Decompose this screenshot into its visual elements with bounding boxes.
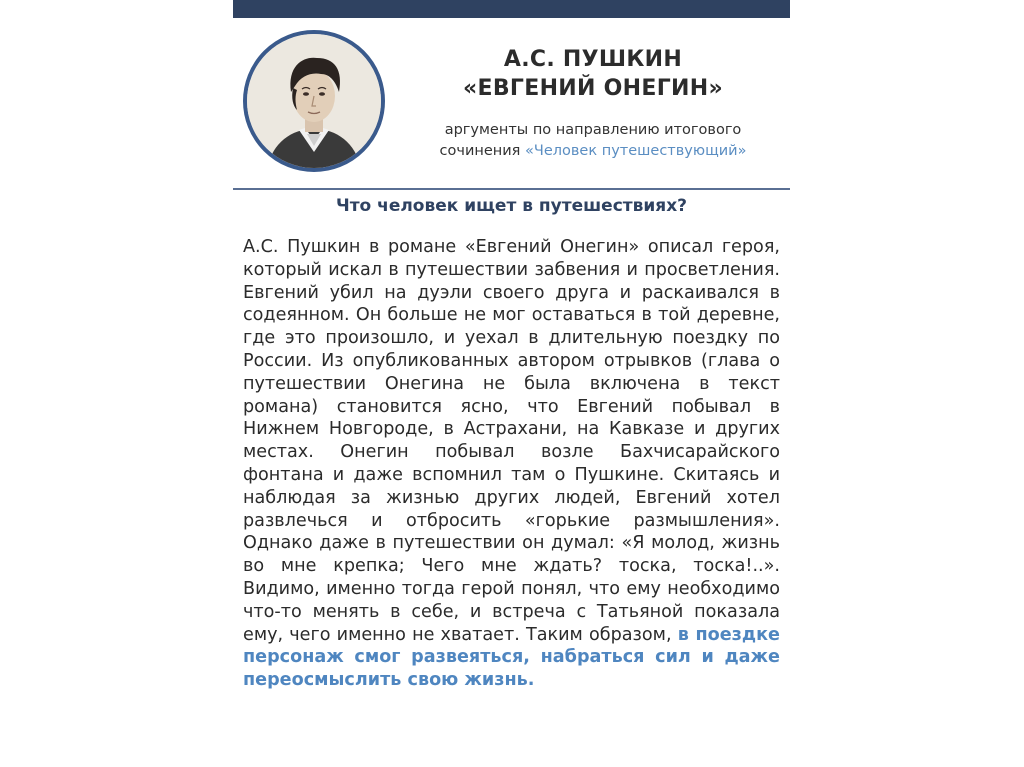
portrait-avatar: [243, 30, 385, 172]
title-author: А.С. ПУШКИН: [503, 47, 683, 72]
section-question: Что человек ищет в путешествиях?: [335, 196, 688, 216]
document-card: [233, 0, 790, 745]
subtitle-line-1: аргументы по направлению итогового: [444, 122, 742, 138]
body-conclusion-highlight: в поездке персонаж смог развеяться, набраться сил и даже переосмыслить свою жизнь.: [243, 624, 780, 691]
body-paragraph: [243, 236, 780, 692]
header-divider: [233, 188, 790, 190]
portrait-illustration: [247, 34, 381, 168]
page-subtitle: [403, 120, 783, 162]
top-bar: [233, 0, 790, 18]
subtitle-line-2: [403, 141, 783, 162]
subtitle-theme: «Человек путешествующий»: [525, 143, 747, 159]
title-work: «ЕВГЕНИЙ ОНЕГИН»: [463, 76, 723, 101]
subtitle-prefix: сочинения: [439, 143, 526, 159]
body-main-text: А.С. Пушкин в романе «Евгений Онегин» описал героя, который искал в путешествии забвения и просветления. Евгений убил на дуэли своего друга и раскаивался в содеянном. Он больше не мог оставаться в той деревне, где это произошло, и уехал в длительную поездку по России. Из опубликованных автором отрывков (глава о путешествии Онегина не была включена в текст романа) становится ясно, что Евгений побывал в Нижнем Новгороде, в Астрахани, на Кавказе и других местах. Онегин побывал возле Бахчисарайского фонтана и даже вспомнил там о Пушкине. Скитаясь и наблюдая за жизнью других людей, Евгений хотел развлечься и отбросить «горькие размышления». Однако даже в путешествии он думал: «Я молод, жизнь во мне крепка; Чего мне ждать? тоска, тоска!..». Видимо, именно тогда герой понял, что ему необходимо что-то менять в себе, и встреча с Татьяной показала ему, чего именно не хватает. Таким образом,: [243, 237, 780, 645]
page-title: [403, 45, 783, 103]
